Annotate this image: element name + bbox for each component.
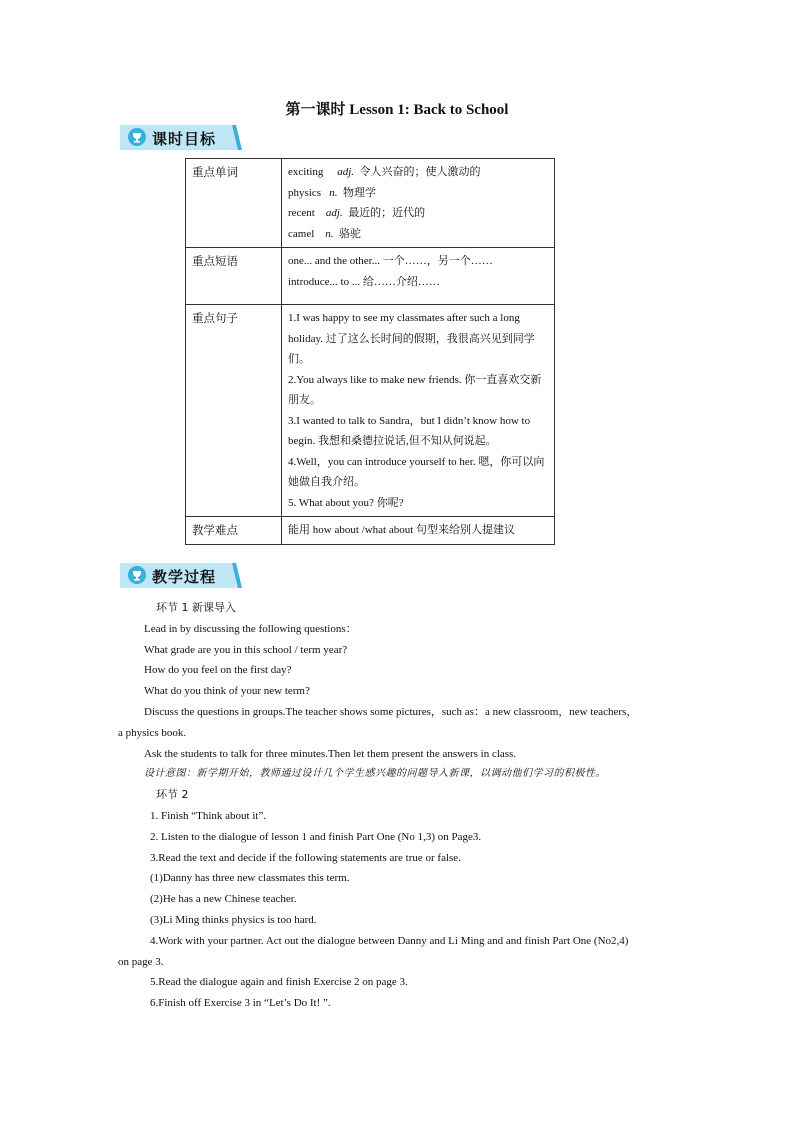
word-item: physics n. 物理学	[288, 185, 376, 199]
sentence-item: 3.I wanted to talk to Sandra，but I didn’t know how to begin. 我想和桑德拉说话,但不知从何说起。	[288, 414, 531, 447]
table-row	[186, 159, 555, 248]
teaching-process	[118, 598, 688, 1014]
paragraph: on page 3.	[118, 955, 164, 968]
goals-table	[185, 158, 555, 545]
section-banner-process	[120, 563, 244, 588]
row-key: 重点短语	[186, 248, 282, 305]
row-value: 能用 how about /what about 句型来给别人提建议	[282, 517, 555, 545]
sentence-item: 5. What about you? 你呢?	[288, 496, 404, 509]
section-banner-goals	[120, 125, 244, 150]
table-row	[186, 517, 555, 545]
banner-label: 课时目标	[152, 130, 217, 148]
step-heading: 环节 2	[156, 788, 189, 802]
paragraph: a physics book.	[118, 726, 187, 739]
paragraph: 3.Read the text and decide if the following statements are true or false.	[150, 851, 461, 864]
word-item: recent adj. 最近的；近代的	[288, 206, 426, 219]
row-value	[282, 305, 555, 517]
sentence-item: 4.Well，you can introduce yourself to her. 嗯，你可以向她做自我介绍。	[288, 455, 545, 488]
word-item: camel n. 骆驼	[288, 226, 362, 240]
row-key: 重点单词	[186, 159, 282, 248]
table-row	[186, 305, 555, 517]
design-intent: 设计意图：新学期开始，教师通过设计几个学生感兴趣的问题导入新课，以调动他们学习的积极性。	[144, 768, 606, 780]
paragraph: Ask the students to talk for three minutes.Then let them present the answers in class.	[144, 747, 517, 760]
row-value	[282, 248, 555, 305]
row-key: 重点句子	[186, 305, 282, 517]
paragraph: 2. Listen to the dialogue of lesson 1 and finish Part One (No 1,3) on Page3.	[150, 830, 482, 843]
paragraph: 4.Work with your partner. Act out the dialogue between Danny and Li Ming and and finish Part One (No2,4)	[150, 934, 629, 947]
paragraph: (3)Li Ming thinks physics is too hard.	[150, 913, 317, 926]
paragraph: 5.Read the dialogue again and finish Exercise 2 on page 3.	[150, 976, 408, 989]
word-item: exciting adj. 令人兴奋的；使人激动的	[288, 165, 481, 178]
paragraph: (2)He has a new Chinese teacher.	[150, 893, 297, 906]
trophy-icon	[128, 566, 146, 584]
paragraph: Discuss the questions in groups.The teacher shows some pictures，such as：a new classroom，new teachers，	[144, 705, 638, 718]
table-row	[186, 248, 555, 305]
page-title: 第一课时 Lesson 1: Back to School	[285, 102, 509, 118]
paragraph: 6.Finish off Exercise 3 in “Let’s Do It! ”.	[150, 997, 331, 1010]
paragraph: (1)Danny has three new classmates this term.	[150, 872, 350, 885]
phrase-item: introduce... to ... 给……介绍……	[288, 275, 440, 288]
sentence-item: 2.You always like to make new friends. 你一直喜欢交新朋友。	[288, 373, 542, 406]
paragraph: What do you think of your new term?	[144, 685, 310, 698]
sentence-item: 1.I was happy to see my classmates after such a long holiday. 过了这么长时间的假期，我很高兴见到同学们。	[288, 312, 535, 365]
paragraph: How do you feel on the first day?	[144, 664, 292, 677]
step-heading: 环节 1 新课导入	[156, 601, 236, 614]
banner-label: 教学过程	[152, 568, 217, 586]
row-value	[282, 159, 555, 248]
trophy-icon	[128, 128, 146, 146]
phrase-item: one... and the other... 一个……，另一个……	[288, 255, 493, 267]
paragraph: 1. Finish “Think about it”.	[150, 809, 267, 822]
paragraph: What grade are you in this school / term year?	[144, 643, 348, 656]
row-key: 教学难点	[186, 517, 282, 545]
paragraph: Lead in by discussing the following questions：	[144, 622, 357, 635]
